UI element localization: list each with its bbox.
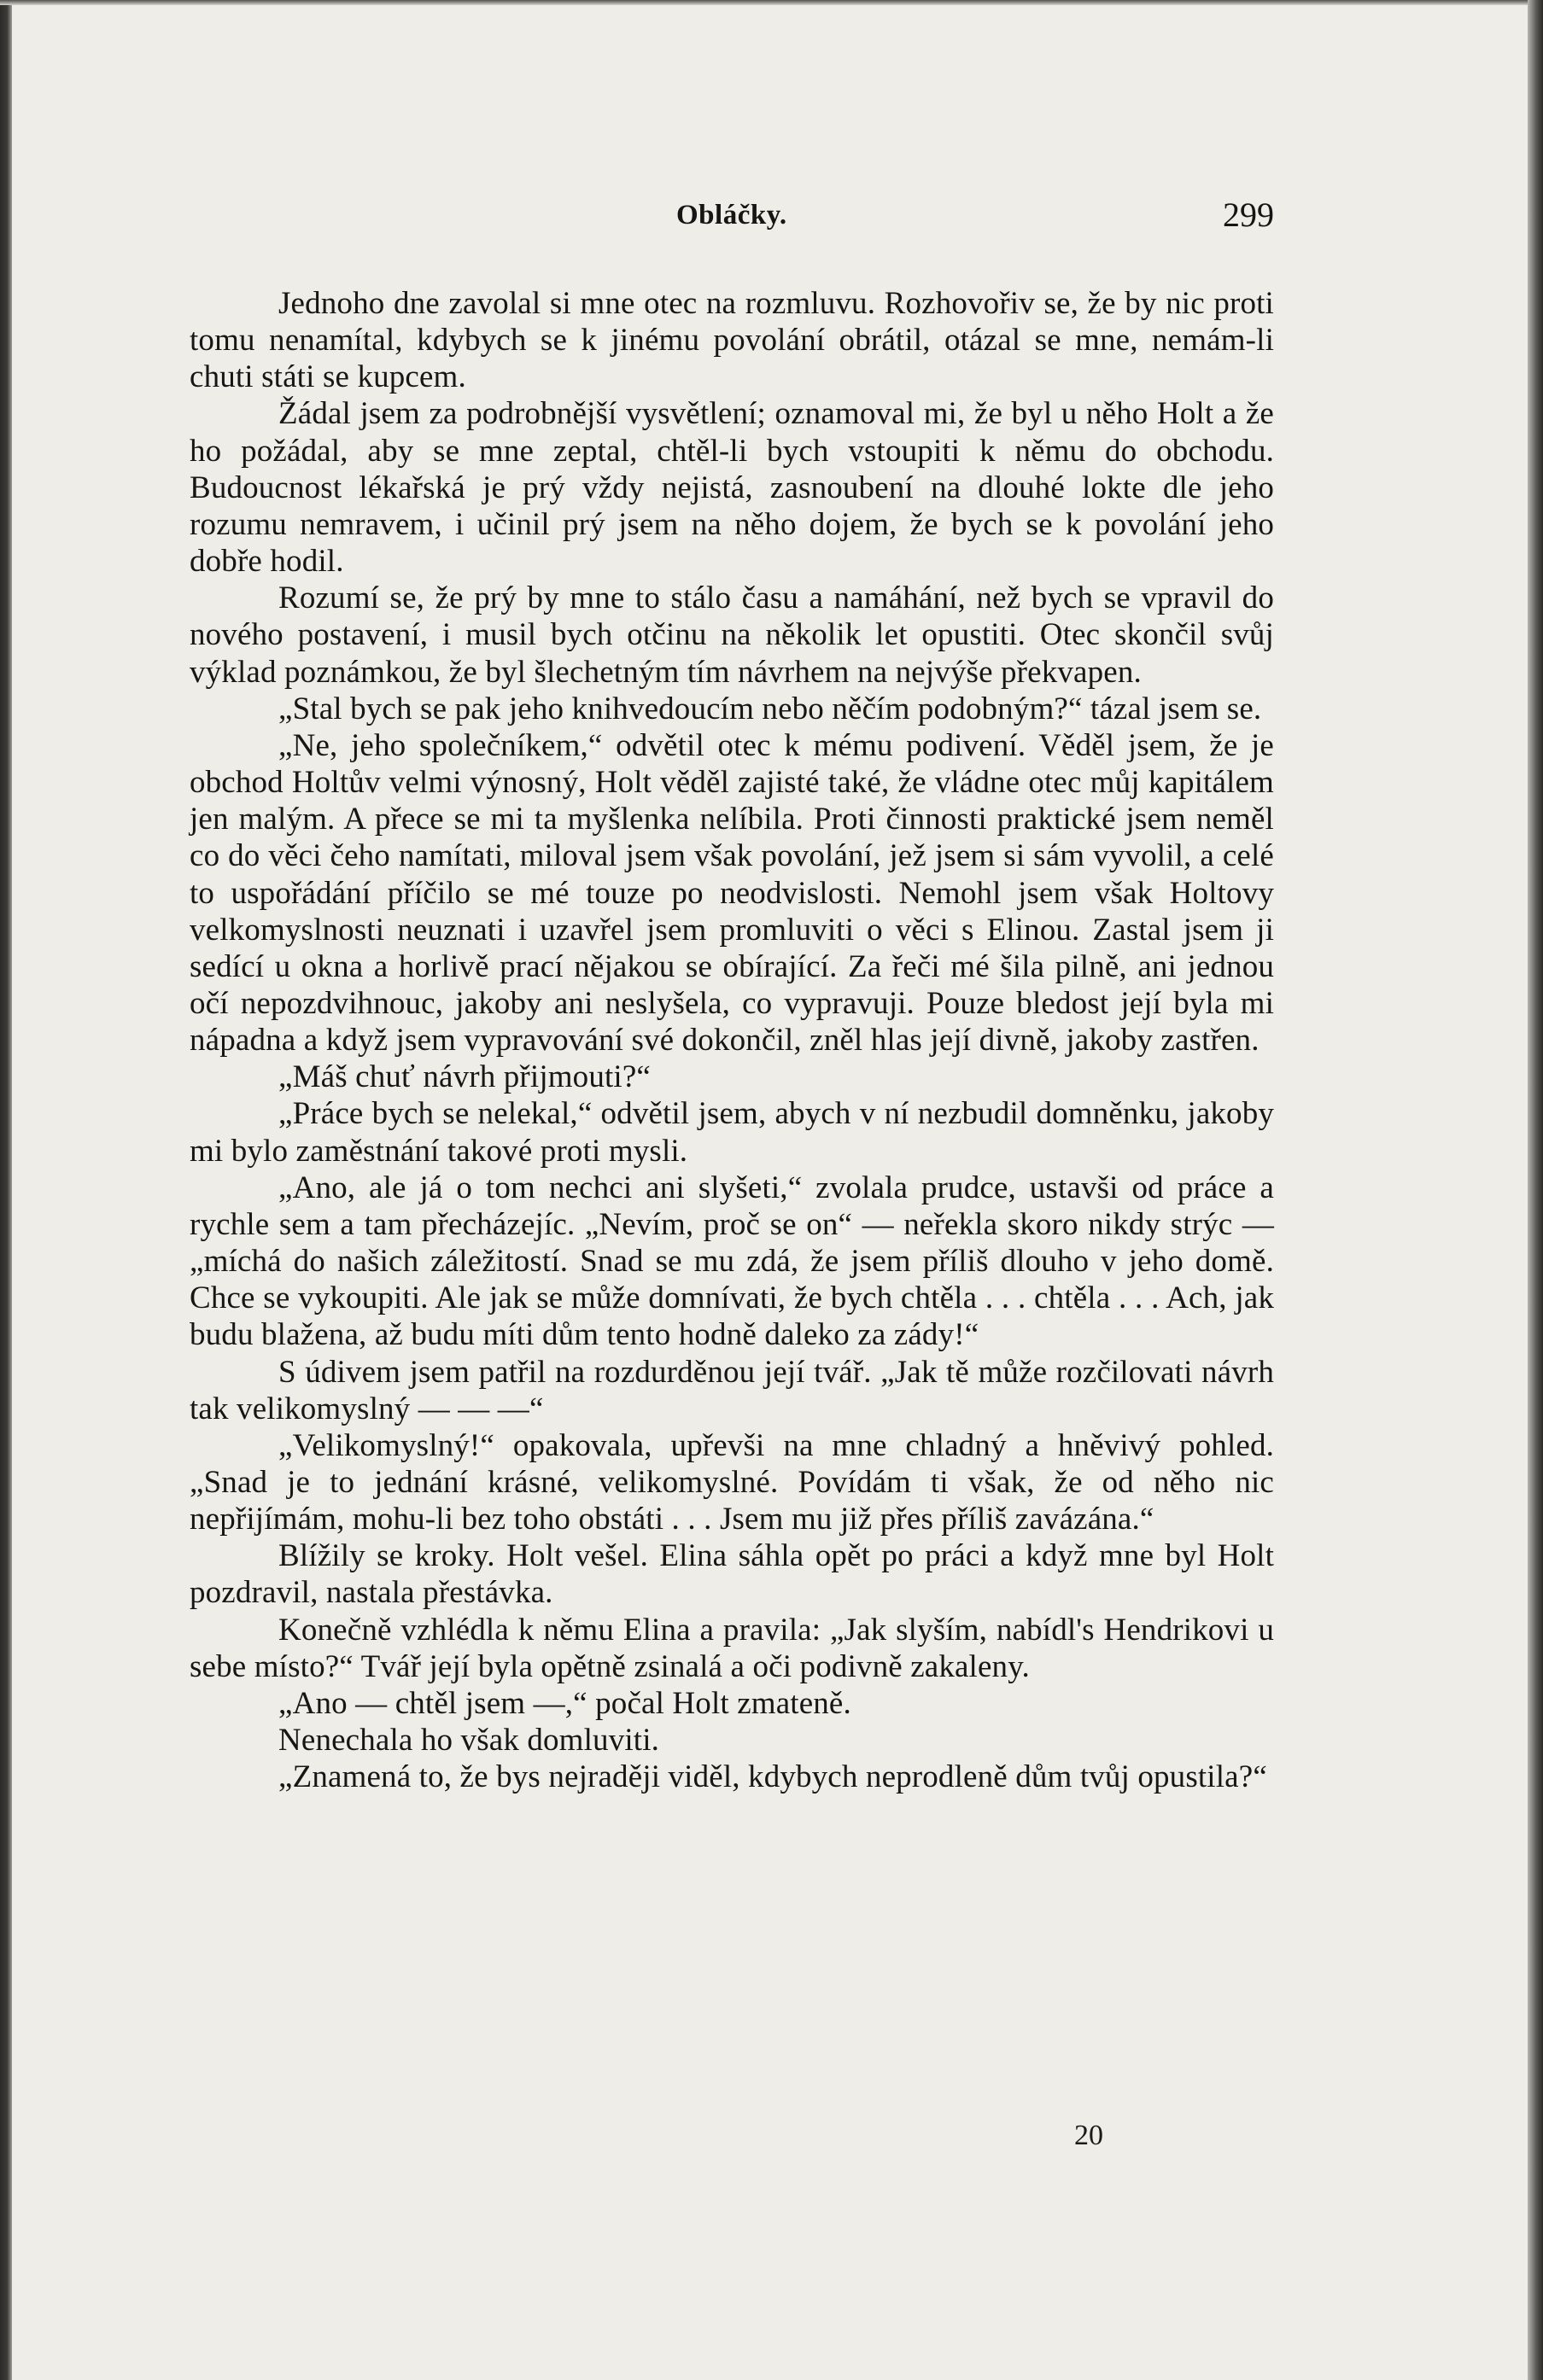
page-header (190, 195, 1274, 246)
paragraph: Rozumí se, že prý by mne to stálo času a namáhání, než bych se vpravil do nového postavení, i musil bych otčinu na několik let opustiti. Otec skončil svůj výklad poznámkou, že byl šlechetným tím návrhem na nejvýše překvapen. (190, 580, 1274, 690)
paragraph: „Stal bych se pak jeho knihvedoucím nebo něčím podobným?“ tázal jsem se. (278, 691, 1262, 726)
paragraph: „Ano, ale já o tom nechci ani slyšeti,“ zvolala prudce, ustavši od práce a rychle sem a tam přecházejíc. „Nevím, proč se on“ — neřekla skoro nikdy strýc — „míchá do našich záležitostí. Snad se mu zdá, že jsem příliš dlouho v jeho domě. Chce se vykoupiti. Ale jak se může domnívati, že bych chtěla . . . chtěla . . . Ach, jak budu blažena, až budu míti dům tento hodně daleko za zády!“ (190, 1170, 1274, 1353)
paragraph: Konečně vzhlédla k němu Elina a pravila: „Jak slyším, nabídl's Hendrikovi u sebe místo?“ Tvář její byla opětně zsinalá a oči podivně zakaleny. (190, 1612, 1274, 1684)
running-title: Obláčky. (676, 200, 787, 230)
paragraph: Blížily se kroky. Holt vešel. Elina sáhla opět po práci a když mne byl Holt pozdravil, nastala přestávka. (190, 1538, 1274, 1611)
paragraph: Žádal jsem za podrobnější vysvětlení; oznamoval mi, že byl u něho Holt a že ho požádal, aby se mne zeptal, chtěl-li bych vstoupiti k němu do obchodu. Budoucnost lékařská je prý vždy nejistá, zasnoubení na dlouhé lokte dle jeho rozumu nemravem, i učinil prý jsem na něho dojem, že bych se k povolání jeho dobře hodil. (190, 396, 1274, 580)
paragraph: S údivem jsem patřil na rozdurděnou její tvář. „Jak tě může rozčilovati návrh tak velikomyslný — — —“ (190, 1354, 1274, 1426)
signature-mark: 20 (1074, 2120, 1103, 2151)
paragraph: Nenechala ho však domluviti. (278, 1723, 660, 1759)
paragraph: „Ano — chtěl jsem —,“ počal Holt zmateně. (278, 1685, 851, 1721)
paragraph: „Máš chuť návrh přijmouti?“ (278, 1059, 651, 1095)
paragraph: „Znamená to, že bys nejraději viděl, kdybych neprodleně dům tvůj opustila?“ (278, 1759, 1267, 1795)
page-number: 299 (1223, 195, 1274, 234)
paragraph: Jednoho dne zavolal si mne otec na rozmluvu. Rozhovořiv se, že by nic proti tomu nenamítal, kdybych se k jinému povolání obrátil, otázal se mne, nemám-li chuti státi se kupcem. (190, 286, 1274, 395)
body-text (190, 285, 1274, 1795)
paragraph: „Práce bych se nelekal,“ odvětil jsem, abych v ní nezbudil domněnku, jakoby mi bylo zaměstnání takové proti mysli. (190, 1096, 1274, 1169)
paragraph: „Velikomyslný!“ opakovala, upřevši na mne chladný a hněvivý pohled. „Snad je to jednání krásné, velikomyslné. Povídám ti však, že od něho nic nepřijímám, mohu-li bez toho obstáti . . . Jsem mu již přes příliš zavázána.“ (190, 1427, 1274, 1537)
paragraph: „Ne, jeho společníkem,“ odvětil otec k mému podivení. Věděl jsem, že je obchod Holtův velmi výnosný, Holt věděl zajisté také, že vládne otec můj kapitálem jen malým. A přece se mi ta myšlenka nelíbila. Proti činnosti praktické jsem neměl co do věci čeho namítati, miloval jsem však povolání, jež jsem si sám vyvolil, a celé to uspořádání příčilo se mé touze po neodvislosti. Nemohl jsem však Holtovy velkomyslnosti neuznati i uzavřel jsem promluviti o věci s Elinou. Zastal jsem ji sedící u okna a horlivě prací nějakou se obírající. Za řeči mé šila pilně, ani jednou očí nepozdvihnouc, jakoby ani neslyšela, co vypravuji. Pouze bledost její byla mi nápadna a když jsem vypravování své dokončil, zněl hlas její divně, jakoby zastřen. (190, 727, 1274, 1059)
top-edge (0, 0, 1543, 5)
page-edge (1528, 0, 1543, 2380)
binding-edge (0, 0, 12, 2380)
